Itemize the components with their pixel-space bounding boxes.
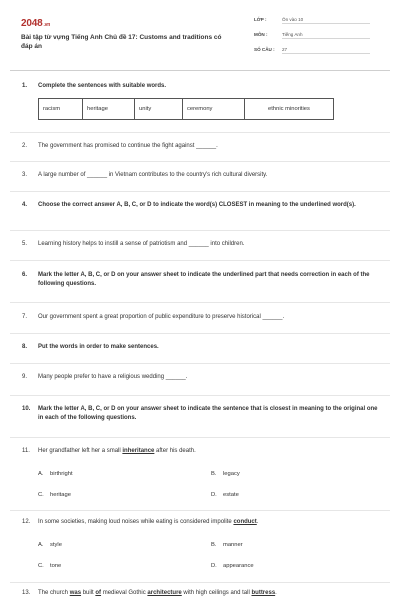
question-text xyxy=(38,518,382,527)
underlined-word: buttress xyxy=(251,590,276,596)
text-part: with high ceilings and tall xyxy=(181,590,252,596)
text-part: . xyxy=(256,519,259,525)
option-letter: A. xyxy=(38,471,44,477)
option-letter: D. xyxy=(211,492,217,498)
option-text: birthright xyxy=(50,471,73,477)
meta-subject-label: MÔN : xyxy=(254,32,268,37)
divider xyxy=(10,230,390,231)
question-number: 5. xyxy=(22,241,28,247)
question-number: 12. xyxy=(22,519,31,525)
option-text: tone xyxy=(50,563,62,569)
divider xyxy=(10,260,390,261)
option-text: appearance xyxy=(223,563,254,569)
option-letter: A. xyxy=(38,542,44,548)
text-part: medieval Gothic xyxy=(101,590,148,596)
option-text: heritage xyxy=(50,492,71,498)
divider xyxy=(10,437,390,438)
question-number: 2. xyxy=(22,143,28,149)
underlined-word: of xyxy=(95,590,102,596)
question-text: A large number of ______ in Vietnam contributes to the country's rich cultural diversity. xyxy=(38,172,268,178)
question-text xyxy=(38,447,382,456)
header-divider xyxy=(10,70,390,71)
word-box-item: racism xyxy=(39,99,83,119)
question-text: Choose the correct answer A, B, C, or D to indicate the word(s) CLOSEST in meaning to the underlined word(s). xyxy=(38,202,356,208)
word-box-item: ethnic minorities xyxy=(268,106,310,112)
question-text xyxy=(38,589,382,598)
divider xyxy=(10,395,390,396)
text-part: after his death. xyxy=(154,448,196,454)
option-letter: C. xyxy=(38,492,44,498)
meta-count-value: 27 xyxy=(282,47,370,54)
question-number: 13. xyxy=(22,590,31,596)
question-text: Learning history helps to instill a sense of patriotism and ______ into children. xyxy=(38,241,245,247)
text-part: Her grandfather left her a small xyxy=(38,448,123,454)
document-title: Bài tập từ vựng Tiếng Anh Chủ đề 17: Customs and traditions có đáp án xyxy=(21,34,222,50)
question-text: Many people prefer to have a religious wedding ______. xyxy=(38,374,188,380)
word-box xyxy=(38,98,334,120)
question-text: Mark the letter A, B, C, or D on your answer sheet to indicate the underlined part that needs correction in each of the following questions. xyxy=(38,272,370,287)
logo-text: 2048 xyxy=(21,18,43,29)
option-text: manner xyxy=(223,542,243,548)
divider xyxy=(10,191,390,192)
underlined-word: architecture xyxy=(147,590,182,596)
word-box-item: ceremony xyxy=(183,99,245,119)
word-box-item: unity xyxy=(135,99,183,119)
divider xyxy=(10,132,390,133)
divider xyxy=(10,333,390,334)
underlined-word: was xyxy=(69,590,82,596)
question-number: 10. xyxy=(22,406,31,412)
option-text: estate xyxy=(223,492,239,498)
question-number: 4. xyxy=(22,202,28,208)
meta-class-value: Ôn vào 10 xyxy=(282,17,370,24)
option-letter: B. xyxy=(211,542,217,548)
underlined-word: inheritance xyxy=(122,448,155,454)
text-part: . xyxy=(275,590,277,596)
question-number: 7. xyxy=(22,314,28,320)
site-logo[interactable] xyxy=(21,18,50,29)
question-number: 8. xyxy=(22,344,28,350)
option-letter: D. xyxy=(211,563,217,569)
question-number: 1. xyxy=(22,83,28,89)
word-box-item: heritage xyxy=(83,99,135,119)
text-part: In some societies, making loud noises while eating is considered impolite xyxy=(38,519,234,525)
question-text: Complete the sentences with suitable words. xyxy=(38,83,167,89)
question-number: 11. xyxy=(22,448,30,454)
option-text: style xyxy=(50,542,62,548)
meta-subject-value: Tiếng Anh xyxy=(282,32,370,39)
logo-suffix: .vn xyxy=(43,22,51,28)
underlined-word: conduct xyxy=(233,519,257,525)
option-text: legacy xyxy=(223,471,240,477)
text-part: built xyxy=(81,590,96,596)
meta-count-label: SỐ CÂU : xyxy=(254,47,275,52)
meta-class-label: LỚP : xyxy=(254,17,267,22)
divider xyxy=(10,161,390,162)
question-number: 3. xyxy=(22,172,28,178)
question-text: Mark the letter A, B, C, or D on your answer sheet to indicate the sentence that is closest in meaning to the original one in each of the following questions. xyxy=(38,406,378,421)
option-letter: B. xyxy=(211,471,217,477)
question-text: The government has promised to continue the fight against ______. xyxy=(38,143,218,149)
divider xyxy=(10,582,390,583)
divider xyxy=(10,363,390,364)
divider xyxy=(10,510,390,511)
divider xyxy=(10,302,390,303)
question-number: 6. xyxy=(22,272,28,278)
question-text: Our government spent a great proportion of public expenditure to preserve historical ______. xyxy=(38,314,285,320)
question-text: Put the words in order to make sentences. xyxy=(38,344,159,350)
option-letter: C. xyxy=(38,563,44,569)
question-number: 9. xyxy=(22,374,28,380)
text-part: The church xyxy=(38,590,70,596)
